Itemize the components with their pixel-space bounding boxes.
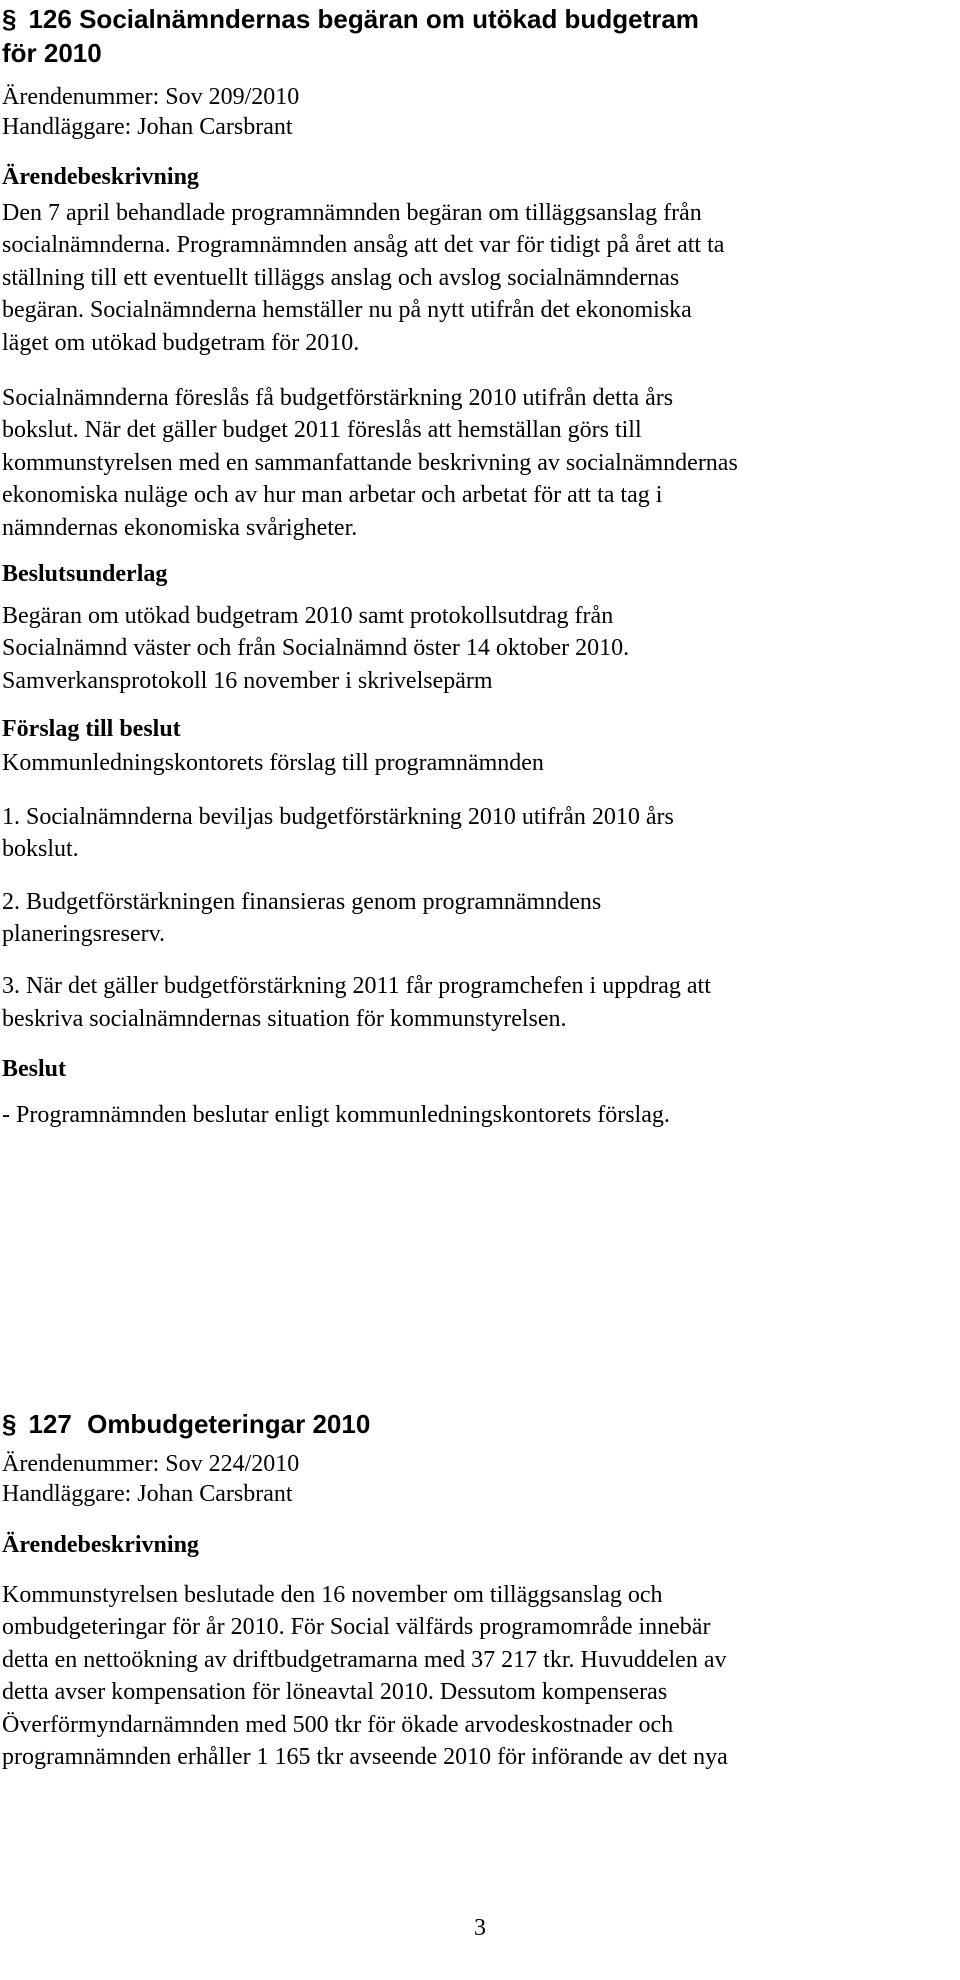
section-heading — [0, 1407, 956, 1441]
text-line: planeringsreserv. — [2, 920, 166, 947]
decision-item-1 — [0, 801, 956, 866]
handler: Handläggare: Johan Carsbrant — [2, 1481, 293, 1507]
proposal-intro: Kommunledningskontorets förslag till programnämnden — [2, 750, 544, 777]
text-line: bokslut. — [2, 836, 79, 863]
section-symbol: § — [2, 1409, 17, 1439]
text-line: ekonomiska nuläge och av hur man arbetar och arbetat för att ta tag i — [2, 482, 663, 509]
description-paragraph — [0, 1579, 956, 1773]
text-line: 1. Socialnämnderna beviljas budgetförstärkning 2010 utifrån 2010 års — [2, 803, 674, 830]
text-line: Samverkansprotokoll 16 november i skrivelsepärm — [2, 667, 493, 694]
basis-label: Beslutsunderlag — [2, 561, 168, 588]
text-line: Kommunstyrelsen beslutade den 16 november om tilläggsanslag och — [2, 1582, 663, 1608]
case-number: Ärendenummer: Sov 224/2010 — [2, 1451, 300, 1477]
section-127 — [0, 1407, 956, 1773]
section-symbol: § — [2, 4, 17, 34]
description-label: Ärendebeskrivning — [2, 164, 199, 190]
text-line: socialnämnderna. Programnämnden ansåg att det var för tidigt på året att ta — [2, 232, 725, 259]
section-number: 127 — [28, 1409, 72, 1439]
proposal-paragraph — [0, 382, 956, 544]
text-line: 2. Budgetförstärkningen finansieras genom programnämndens — [2, 888, 602, 915]
section-number: 126 — [28, 4, 72, 34]
text-line: Den 7 april behandlade programnämnden begäran om tilläggsanslag från — [2, 200, 702, 226]
text-line: 3. När det gäller budgetförstärkning 2011 får programchefen i uppdrag att — [2, 973, 711, 1000]
text-line: beskriva socialnämndernas situation för kommunstyrelsen. — [2, 1005, 567, 1032]
section-126 — [0, 2, 956, 1132]
proposal-label: Förslag till beslut — [2, 716, 181, 743]
page-number: 3 — [474, 1915, 486, 1941]
text-line: Överförmyndarnämnden med 500 tkr för ökade arvodeskostnader och — [2, 1711, 674, 1738]
text-line: ställning till ett eventuellt tilläggs anslag och avslog socialnämndernas — [2, 264, 680, 291]
text-line: ombudgeteringar för år 2010. För Social välfärds programområde innebär — [2, 1614, 711, 1641]
section-title-line2: för 2010 — [2, 38, 102, 68]
text-line: Socialnämnderna föreslås få budgetförstärkning 2010 utifrån detta års — [2, 385, 674, 412]
decision-text: - Programnämnden beslutar enligt kommunledningskontorets förslag. — [2, 1102, 670, 1129]
case-number: Ärendenummer: Sov 209/2010 — [2, 84, 300, 110]
text-line: kommunstyrelsen med en sammanfattande beskrivning av socialnämndernas — [2, 449, 738, 476]
decision-label: Beslut — [2, 1056, 67, 1083]
text-line: Begäran om utökad budgetram 2010 samt protokollsutdrag från — [2, 603, 614, 630]
description-paragraph — [0, 197, 956, 359]
text-line: läget om utökad budgetram för 2010. — [2, 329, 360, 356]
decision-item-3 — [0, 970, 956, 1035]
text-line: bokslut. När det gäller budget 2011 föreslås att hemställan görs till — [2, 417, 642, 444]
section-title-line1: Socialnämndernas begäran om utökad budgetram — [79, 4, 699, 34]
section-title: Ombudgeteringar 2010 — [87, 1409, 371, 1439]
text-line: detta avser kompensation för löneavtal 2010. Dessutom kompenseras — [2, 1679, 668, 1706]
text-line: programnämnden erhåller 1 165 tkr avseende 2010 för införande av det nya — [2, 1744, 728, 1771]
text-line: nämndernas ekonomiska svårigheter. — [2, 514, 358, 541]
description-label: Ärendebeskrivning — [2, 1532, 199, 1558]
section-heading — [0, 2, 956, 70]
decision-item-2 — [0, 886, 956, 951]
text-line: begäran. Socialnämnderna hemställer nu på nytt utifrån det ekonomiska — [2, 297, 692, 324]
handler: Handläggare: Johan Carsbrant — [2, 114, 293, 140]
text-line: detta en nettoökning av driftbudgetramarna med 37 217 tkr. Huvuddelen av — [2, 1646, 727, 1673]
basis-paragraph — [0, 600, 956, 697]
text-line: Socialnämnd väster och från Socialnämnd öster 14 oktober 2010. — [2, 635, 630, 662]
